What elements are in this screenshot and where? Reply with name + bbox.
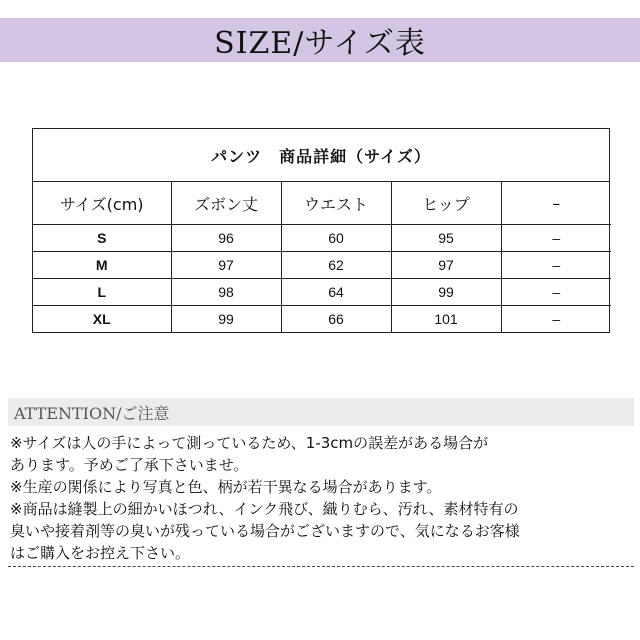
size-cell: L <box>33 279 171 306</box>
size-cell: M <box>33 252 171 279</box>
length-cell: 99 <box>171 306 281 333</box>
size-cell: S <box>33 225 171 252</box>
length-cell: 97 <box>171 252 281 279</box>
attention-title: ATTENTION/ご注意 <box>14 403 170 423</box>
hip-cell: 99 <box>391 279 501 306</box>
header-blank: – <box>501 182 611 225</box>
hip-cell: 97 <box>391 252 501 279</box>
size-grid <box>33 182 611 332</box>
header-hip: ヒップ <box>391 182 501 225</box>
header-length: ズボン丈 <box>171 182 281 225</box>
table-row <box>33 252 611 279</box>
note-line: ※生産の関係により写真と色、柄が若干異なる場合があります。 <box>10 478 442 496</box>
size-cell: XL <box>33 306 171 333</box>
waist-cell: 62 <box>281 252 391 279</box>
dashed-divider <box>8 566 634 567</box>
waist-cell: 66 <box>281 306 391 333</box>
length-cell: 98 <box>171 279 281 306</box>
note-line: ※サイズは人の手によって測っているため、1-3cmの誤差がある場合が <box>10 434 489 452</box>
table-row <box>33 306 611 333</box>
note-line: 臭いや接着剤等の臭いが残っている場合がございますので、気になるお客様 <box>10 522 520 540</box>
note-line: あります。予めご了承下さいませ。 <box>10 456 249 474</box>
header-waist: ウエスト <box>281 182 391 225</box>
note-line: はご購入をお控え下さい。 <box>10 544 191 562</box>
size-table <box>32 128 610 333</box>
page-title: SIZE/サイズ表 <box>214 26 426 61</box>
hip-cell: 95 <box>391 225 501 252</box>
blank-cell: – <box>501 225 611 252</box>
table-row <box>33 225 611 252</box>
waist-cell: 64 <box>281 279 391 306</box>
table-caption: パンツ 商品詳細（サイズ） <box>33 129 609 182</box>
note-line: ※商品は縫製上の細かいほつれ、インク飛び、織りむら、汚れ、素材特有の <box>10 500 519 518</box>
attention-header <box>8 398 634 426</box>
table-row <box>33 279 611 306</box>
waist-cell: 60 <box>281 225 391 252</box>
header-size: サイズ(cm) <box>33 182 171 225</box>
attention-notes <box>10 432 630 564</box>
length-cell: 96 <box>171 225 281 252</box>
blank-cell: – <box>501 252 611 279</box>
title-banner <box>0 18 640 62</box>
hip-cell: 101 <box>391 306 501 333</box>
blank-cell: – <box>552 311 561 327</box>
blank-cell: – <box>501 279 611 306</box>
header-row <box>33 182 611 225</box>
